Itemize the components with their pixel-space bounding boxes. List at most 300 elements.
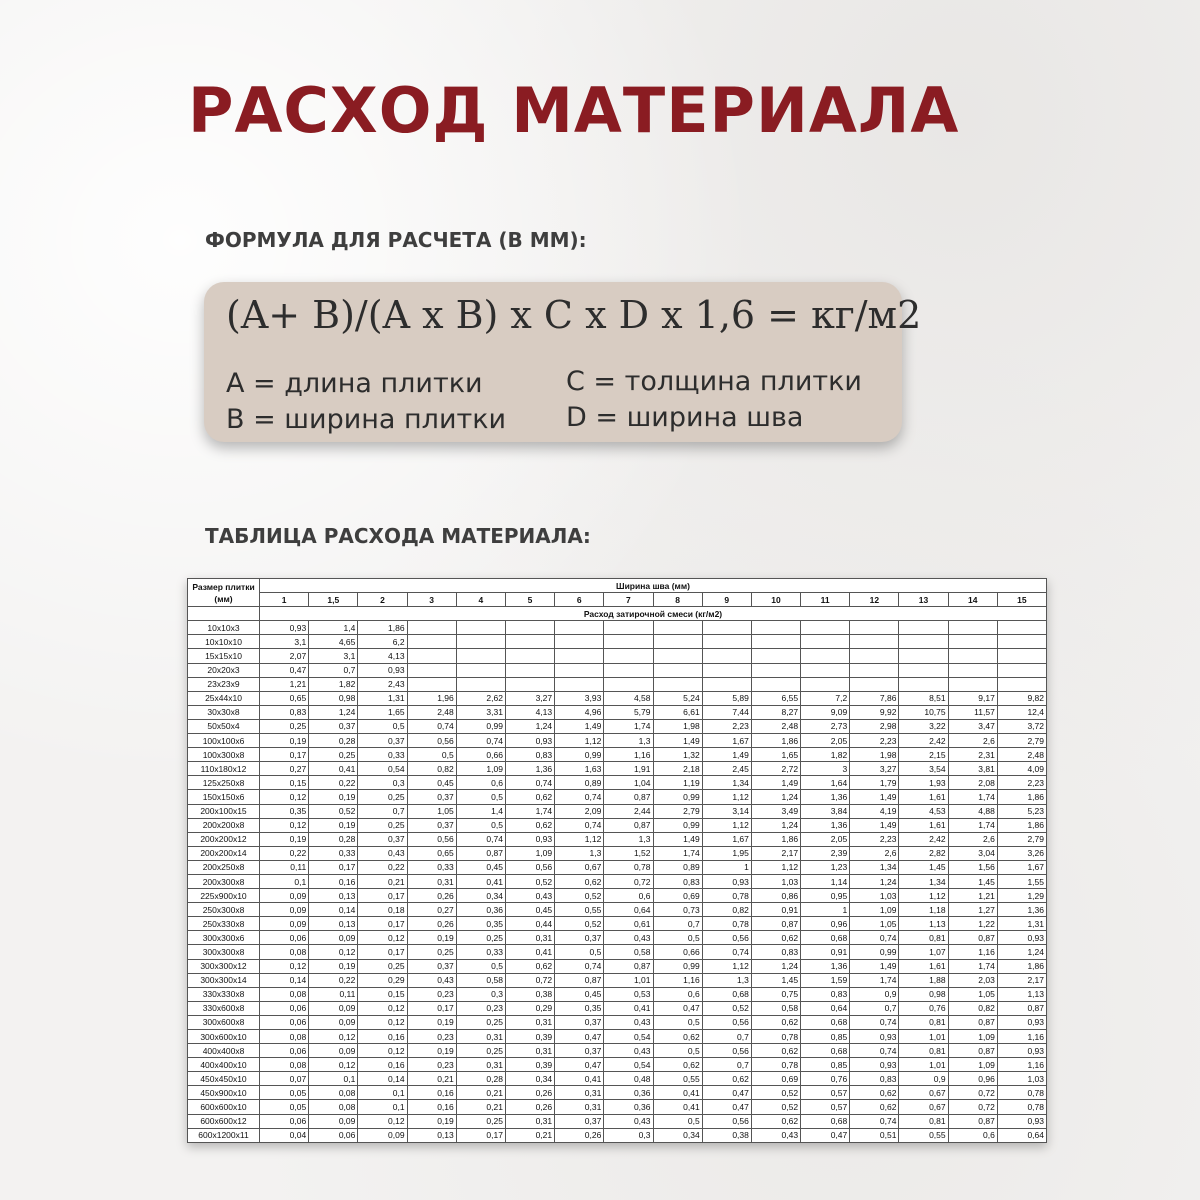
value-cell: 3,84 (801, 804, 850, 818)
tile-size-cell: 15x15x10 (188, 649, 260, 663)
value-cell: 0,9 (850, 987, 899, 1001)
value-cell: 0,16 (309, 874, 358, 888)
value-cell: 4,88 (948, 804, 997, 818)
value-cell: 0,08 (260, 1030, 309, 1044)
value-cell: 0,37 (555, 1044, 604, 1058)
tile-size-cell: 300x300x12 (188, 959, 260, 973)
table-row (188, 973, 1047, 987)
value-cell: 0,7 (309, 663, 358, 677)
table-row (188, 889, 1047, 903)
table-row (188, 818, 1047, 832)
table-row (188, 663, 1047, 677)
value-cell: 0,33 (309, 846, 358, 860)
value-cell: 0,93 (702, 874, 751, 888)
value-cell: 0,37 (309, 719, 358, 733)
value-cell: 0,47 (260, 663, 309, 677)
value-cell (948, 621, 997, 635)
value-cell: 9,82 (997, 691, 1046, 705)
value-cell: 0,12 (309, 1058, 358, 1072)
value-cell: 3,26 (997, 846, 1046, 860)
value-cell: 0,31 (456, 1058, 505, 1072)
value-cell: 0,93 (850, 1030, 899, 1044)
value-cell: 0,13 (309, 917, 358, 931)
value-cell: 0,06 (309, 1128, 358, 1142)
value-cell: 0,93 (850, 1058, 899, 1072)
value-cell: 0,74 (850, 931, 899, 945)
value-cell: 0,52 (751, 1086, 800, 1100)
value-cell: 0,55 (899, 1128, 948, 1142)
value-cell: 1,36 (801, 790, 850, 804)
value-cell: 2,15 (899, 748, 948, 762)
table-row (188, 1100, 1047, 1114)
value-cell (801, 635, 850, 649)
value-cell: 3,47 (948, 719, 997, 733)
value-cell: 1,03 (751, 874, 800, 888)
value-cell: 1,05 (948, 987, 997, 1001)
value-cell: 1,61 (899, 818, 948, 832)
value-cell: 0,64 (997, 1128, 1046, 1142)
value-cell: 2,07 (260, 649, 309, 663)
value-cell: 0,47 (555, 1030, 604, 1044)
value-cell: 0,06 (260, 1044, 309, 1058)
table-row (188, 1058, 1047, 1072)
value-cell: 0,16 (407, 1100, 456, 1114)
column-header-row (188, 593, 1047, 607)
value-cell: 0,52 (555, 917, 604, 931)
value-cell: 1,16 (997, 1030, 1046, 1044)
column-header: 1 (260, 593, 309, 607)
joint-width-header: Ширина шва (мм) (260, 579, 1047, 593)
value-cell: 1,56 (948, 860, 997, 874)
table-row (188, 1030, 1047, 1044)
value-cell: 2,23 (850, 832, 899, 846)
value-cell: 2,42 (899, 734, 948, 748)
value-cell: 0,72 (505, 973, 554, 987)
value-cell: 0,19 (407, 1044, 456, 1058)
value-cell: 0,22 (358, 860, 407, 874)
value-cell: 0,37 (358, 832, 407, 846)
value-cell: 0,99 (456, 719, 505, 733)
value-cell: 0,1 (358, 1100, 407, 1114)
value-cell: 0,64 (801, 1001, 850, 1015)
value-cell: 1,3 (604, 832, 653, 846)
value-cell: 0,76 (899, 1001, 948, 1015)
value-cell: 0,62 (850, 1086, 899, 1100)
value-cell: 2,73 (801, 719, 850, 733)
value-cell: 0,08 (260, 1058, 309, 1072)
value-cell: 0,26 (407, 917, 456, 931)
value-cell: 3,22 (899, 719, 948, 733)
value-cell: 3,49 (751, 804, 800, 818)
value-cell: 1,14 (801, 874, 850, 888)
value-cell: 0,74 (850, 1015, 899, 1029)
tile-size-cell: 100x300x8 (188, 748, 260, 762)
value-cell: 0,31 (505, 931, 554, 945)
value-cell: 0,38 (702, 1128, 751, 1142)
value-cell: 0,87 (948, 1044, 997, 1058)
value-cell: 0,74 (702, 945, 751, 959)
value-cell: 0,19 (407, 1015, 456, 1029)
value-cell: 0,35 (456, 917, 505, 931)
tile-size-cell: 400x400x10 (188, 1058, 260, 1072)
value-cell: 0,74 (505, 776, 554, 790)
value-cell: 4,13 (358, 649, 407, 663)
value-cell: 0,67 (555, 860, 604, 874)
value-cell: 0,98 (309, 691, 358, 705)
column-header: 15 (997, 593, 1046, 607)
table-row (188, 846, 1047, 860)
value-cell: 0,62 (751, 1015, 800, 1029)
value-cell: 0,7 (702, 1058, 751, 1072)
value-cell (850, 621, 899, 635)
value-cell: 0,19 (309, 790, 358, 804)
value-cell: 0,81 (899, 931, 948, 945)
value-cell: 0,74 (407, 719, 456, 733)
value-cell: 9,17 (948, 691, 997, 705)
value-cell: 1,12 (751, 860, 800, 874)
tile-size-cell: 23x23x9 (188, 677, 260, 691)
table-row (188, 691, 1047, 705)
value-cell: 2,6 (948, 734, 997, 748)
value-cell: 1,86 (751, 832, 800, 846)
value-cell: 8,51 (899, 691, 948, 705)
value-cell (653, 621, 702, 635)
value-cell (702, 677, 751, 691)
value-cell: 3,31 (456, 705, 505, 719)
value-cell: 0,5 (653, 1015, 702, 1029)
value-cell (604, 649, 653, 663)
tile-size-cell: 330x600x8 (188, 1001, 260, 1015)
tile-size-cell: 125x250x8 (188, 776, 260, 790)
tile-size-cell: 300x300x8 (188, 945, 260, 959)
value-cell: 0,08 (309, 1086, 358, 1100)
value-cell: 1,09 (850, 903, 899, 917)
value-cell: 0,25 (456, 1015, 505, 1029)
value-cell: 0,12 (260, 790, 309, 804)
table-row (188, 621, 1047, 635)
value-cell: 0,68 (801, 1044, 850, 1058)
table-row (188, 832, 1047, 846)
value-cell: 1,27 (948, 903, 997, 917)
value-cell: 0,56 (407, 832, 456, 846)
value-cell: 0,47 (702, 1086, 751, 1100)
value-cell: 0,82 (407, 762, 456, 776)
value-cell: 0,12 (358, 1015, 407, 1029)
value-cell: 0,25 (407, 945, 456, 959)
value-cell (505, 663, 554, 677)
table-row (188, 1044, 1047, 1058)
value-cell: 0,57 (801, 1100, 850, 1114)
value-cell: 2,17 (751, 846, 800, 860)
value-cell: 0,05 (260, 1100, 309, 1114)
value-cell: 0,34 (653, 1128, 702, 1142)
value-cell: 0,52 (505, 874, 554, 888)
value-cell: 0,74 (850, 1114, 899, 1128)
value-cell: 0,6 (948, 1128, 997, 1142)
value-cell: 0,31 (555, 1100, 604, 1114)
value-cell: 0,12 (260, 818, 309, 832)
value-cell: 1,4 (309, 621, 358, 635)
value-cell (948, 677, 997, 691)
value-cell: 3,54 (899, 762, 948, 776)
value-cell: 1,12 (702, 790, 751, 804)
value-cell: 0,78 (702, 917, 751, 931)
value-cell: 0,74 (456, 832, 505, 846)
value-cell: 1,34 (899, 874, 948, 888)
value-cell: 0,5 (456, 790, 505, 804)
value-cell: 0,22 (309, 776, 358, 790)
value-cell: 3,93 (555, 691, 604, 705)
value-cell: 0,34 (456, 889, 505, 903)
tile-size-cell: 225x900x10 (188, 889, 260, 903)
tile-size-cell: 600x600x12 (188, 1114, 260, 1128)
tile-size-cell: 200x200x14 (188, 846, 260, 860)
value-cell (801, 649, 850, 663)
value-cell: 1,31 (358, 691, 407, 705)
value-cell: 1,34 (850, 860, 899, 874)
value-cell: 0,16 (358, 1058, 407, 1072)
value-cell: 0,78 (997, 1086, 1046, 1100)
value-cell: 1,3 (702, 973, 751, 987)
value-cell: 0,47 (801, 1128, 850, 1142)
column-header: 10 (751, 593, 800, 607)
value-cell (505, 677, 554, 691)
value-cell: 0,12 (358, 1044, 407, 1058)
value-cell: 6,55 (751, 691, 800, 705)
value-cell: 0,13 (407, 1128, 456, 1142)
value-cell: 0,78 (751, 1058, 800, 1072)
value-cell: 0,52 (751, 1100, 800, 1114)
value-cell: 0,28 (309, 832, 358, 846)
value-cell: 0,96 (948, 1072, 997, 1086)
value-cell: 0,98 (899, 987, 948, 1001)
value-cell: 0,19 (309, 818, 358, 832)
value-cell: 0,41 (309, 762, 358, 776)
value-cell: 0,54 (358, 762, 407, 776)
value-cell: 1,49 (653, 832, 702, 846)
value-cell: 1,96 (407, 691, 456, 705)
column-header: 11 (801, 593, 850, 607)
value-cell: 0,07 (260, 1072, 309, 1086)
value-cell: 1,95 (702, 846, 751, 860)
value-cell: 0,87 (948, 1114, 997, 1128)
tile-size-cell: 25x44x10 (188, 691, 260, 705)
value-cell: 0,68 (801, 1114, 850, 1128)
value-cell: 0,35 (555, 1001, 604, 1015)
value-cell: 3 (801, 762, 850, 776)
value-cell: 0,41 (555, 1072, 604, 1086)
value-cell: 0,22 (309, 973, 358, 987)
formula-var-d: D = ширина шва (566, 402, 804, 433)
value-cell: 1,74 (948, 959, 997, 973)
table-row (188, 677, 1047, 691)
table-row (188, 734, 1047, 748)
value-cell (702, 663, 751, 677)
value-cell: 0,5 (653, 1114, 702, 1128)
column-header: 12 (850, 593, 899, 607)
value-cell: 0,06 (260, 1015, 309, 1029)
value-cell: 0,78 (604, 860, 653, 874)
value-cell: 0,53 (604, 987, 653, 1001)
value-cell: 0,61 (604, 917, 653, 931)
tile-size-cell: 10x10x3 (188, 621, 260, 635)
value-cell (555, 635, 604, 649)
value-cell: 7,86 (850, 691, 899, 705)
value-cell: 1,74 (850, 973, 899, 987)
value-cell: 0,87 (997, 1001, 1046, 1015)
value-cell: 0,62 (850, 1100, 899, 1114)
value-cell: 0,14 (358, 1072, 407, 1086)
value-cell: 0,68 (801, 1015, 850, 1029)
value-cell: 0,72 (604, 874, 653, 888)
value-cell: 2,23 (702, 719, 751, 733)
value-cell: 3,27 (850, 762, 899, 776)
value-cell: 2,79 (997, 734, 1046, 748)
value-cell: 0,39 (505, 1030, 554, 1044)
value-cell (997, 663, 1046, 677)
value-cell: 0,7 (358, 804, 407, 818)
value-cell: 1,24 (309, 705, 358, 719)
value-cell: 2,31 (948, 748, 997, 762)
value-cell: 0,7 (850, 1001, 899, 1015)
value-cell (850, 635, 899, 649)
value-cell: 0,52 (555, 889, 604, 903)
value-cell: 1,36 (505, 762, 554, 776)
value-cell: 0,55 (555, 903, 604, 917)
value-cell: 0,09 (358, 1128, 407, 1142)
value-cell: 1,63 (555, 762, 604, 776)
tile-size-cell: 250x300x8 (188, 903, 260, 917)
value-cell: 1,24 (751, 959, 800, 973)
value-cell (751, 635, 800, 649)
value-cell (407, 635, 456, 649)
value-cell: 0,05 (260, 1086, 309, 1100)
value-cell: 1,74 (653, 846, 702, 860)
value-cell: 6,2 (358, 635, 407, 649)
value-cell: 0,62 (505, 790, 554, 804)
value-cell: 0,69 (751, 1072, 800, 1086)
value-cell: 0,23 (407, 1058, 456, 1072)
value-cell: 0,12 (358, 931, 407, 945)
table-body (188, 621, 1047, 1142)
table-row (188, 762, 1047, 776)
value-cell: 0,66 (456, 748, 505, 762)
value-cell (850, 663, 899, 677)
value-cell: 0,18 (358, 903, 407, 917)
value-cell: 0,28 (456, 1072, 505, 1086)
value-cell (555, 649, 604, 663)
value-cell: 0,06 (260, 1001, 309, 1015)
value-cell (653, 677, 702, 691)
value-cell: 0,11 (309, 987, 358, 1001)
value-cell (850, 677, 899, 691)
value-cell: 0,89 (653, 860, 702, 874)
value-cell (555, 663, 604, 677)
value-cell: 0,95 (801, 889, 850, 903)
value-cell: 1,03 (850, 889, 899, 903)
value-cell: 4,58 (604, 691, 653, 705)
value-cell: 0,09 (309, 1044, 358, 1058)
value-cell: 0,85 (801, 1030, 850, 1044)
value-cell: 0,28 (309, 734, 358, 748)
value-cell: 0,19 (309, 959, 358, 973)
table-row (188, 804, 1047, 818)
value-cell: 0,41 (456, 874, 505, 888)
table-row (188, 917, 1047, 931)
value-cell: 1,49 (751, 776, 800, 790)
value-cell: 0,83 (850, 1072, 899, 1086)
value-cell: 2,62 (456, 691, 505, 705)
value-cell (653, 663, 702, 677)
value-cell: 1,49 (555, 719, 604, 733)
value-cell: 10,75 (899, 705, 948, 719)
value-cell: 0,37 (555, 1015, 604, 1029)
value-cell: 1,65 (751, 748, 800, 762)
column-header: 4 (456, 593, 505, 607)
value-cell: 1,13 (899, 917, 948, 931)
value-cell: 0,62 (751, 931, 800, 945)
value-cell: 1,31 (997, 917, 1046, 931)
value-cell: 0,37 (358, 734, 407, 748)
value-cell: 0,43 (407, 973, 456, 987)
value-cell: 0,87 (555, 973, 604, 987)
value-cell: 0,25 (358, 959, 407, 973)
value-cell: 1,07 (899, 945, 948, 959)
value-cell (653, 635, 702, 649)
value-cell: 1,36 (801, 818, 850, 832)
value-cell: 0,78 (751, 1030, 800, 1044)
tile-size-header: Размер плитки (мм) (188, 579, 260, 607)
value-cell: 1,55 (997, 874, 1046, 888)
value-cell: 0,6 (456, 776, 505, 790)
value-cell: 0,09 (309, 1015, 358, 1029)
value-cell: 0,6 (604, 889, 653, 903)
value-cell: 1,36 (801, 959, 850, 973)
value-cell: 0,43 (604, 1015, 653, 1029)
tile-size-cell: 150x150x6 (188, 790, 260, 804)
value-cell (604, 677, 653, 691)
value-cell: 0,3 (358, 776, 407, 790)
value-cell: 0,83 (801, 987, 850, 1001)
table-row (188, 790, 1047, 804)
value-cell: 0,93 (358, 663, 407, 677)
value-cell: 0,12 (309, 945, 358, 959)
value-cell: 5,79 (604, 705, 653, 719)
value-cell: 1,49 (702, 748, 751, 762)
value-cell: 1,05 (407, 804, 456, 818)
value-cell: 0,39 (505, 1058, 554, 1072)
value-cell (505, 621, 554, 635)
value-cell: 0,09 (309, 1114, 358, 1128)
value-cell: 0,06 (260, 931, 309, 945)
value-cell: 1,3 (555, 846, 604, 860)
value-cell: 4,65 (309, 635, 358, 649)
value-cell: 1,09 (505, 846, 554, 860)
value-cell: 2,6 (948, 832, 997, 846)
value-cell: 1,09 (948, 1058, 997, 1072)
value-cell: 0,52 (702, 1001, 751, 1015)
value-cell: 0,19 (407, 1114, 456, 1128)
value-cell: 0,62 (555, 874, 604, 888)
value-cell: 1,86 (751, 734, 800, 748)
value-cell: 0,12 (309, 1030, 358, 1044)
column-header: 3 (407, 593, 456, 607)
value-cell: 0,93 (997, 1015, 1046, 1029)
value-cell: 0,17 (358, 889, 407, 903)
value-cell (948, 649, 997, 663)
value-cell: 4,13 (505, 705, 554, 719)
value-cell: 0,56 (702, 931, 751, 945)
